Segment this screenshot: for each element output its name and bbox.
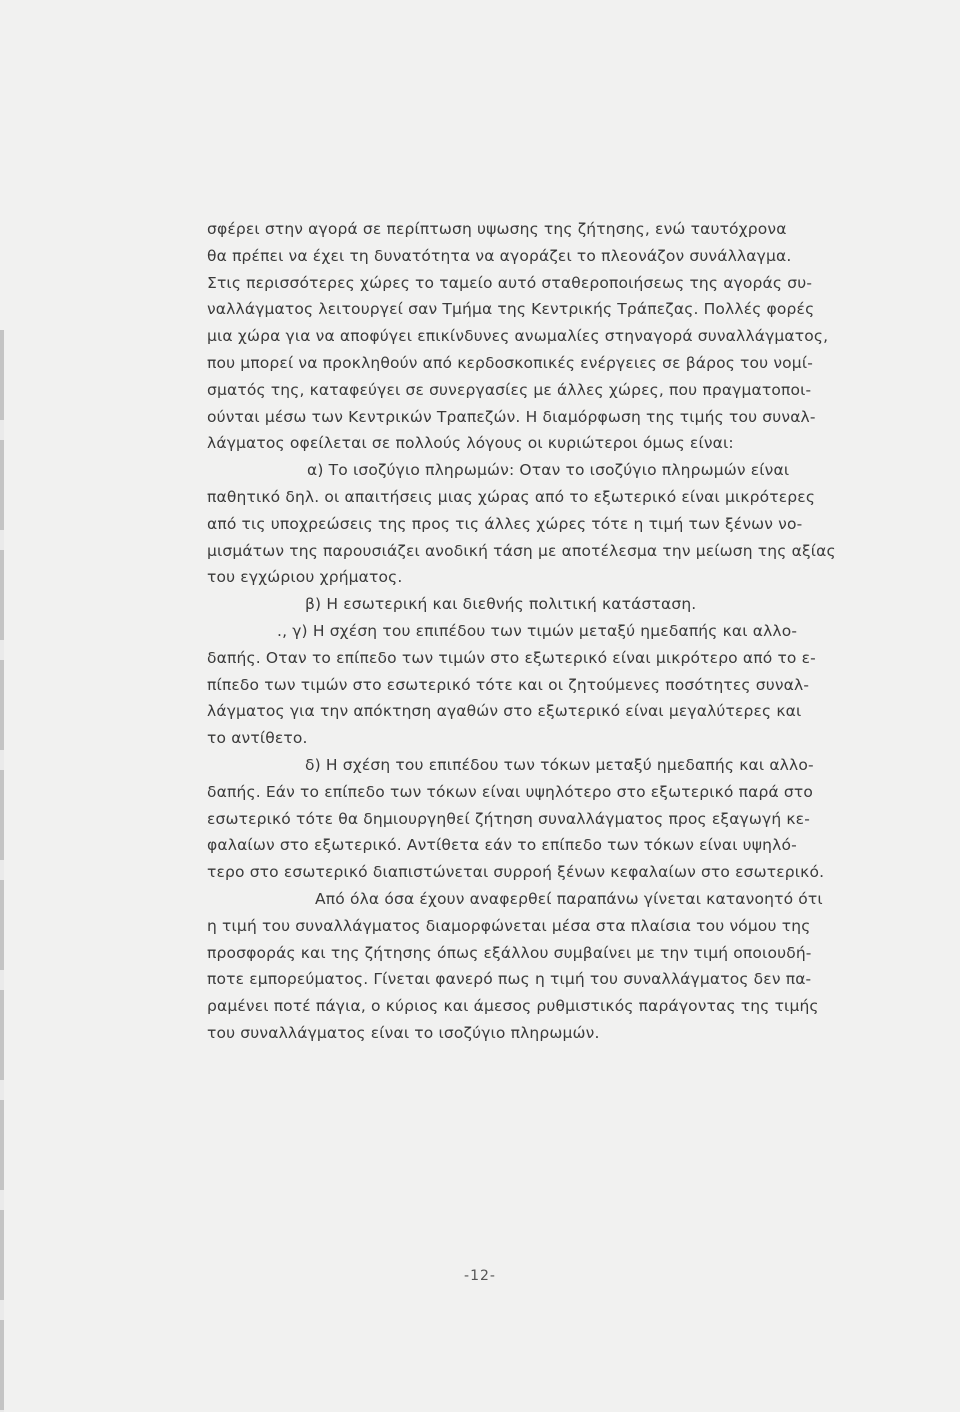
text-line: ούνται μέσω των Κεντρικών Τραπεζών. Η διαμόρφωση της τιμής του συναλ- xyxy=(207,407,816,426)
text-line: το αντίθετο. xyxy=(207,729,308,748)
text-line: σφέρει στην αγορά σε περίπτωση υψωσης της ζήτησης, ενώ ταυτόχρονα xyxy=(207,220,787,238)
text-line: του εγχώριου χρήματος. xyxy=(207,568,403,587)
text-line: παθητικό δηλ. οι απαιτήσεις μιας χώρας από το εξωτερικό είναι μικρότερες xyxy=(207,487,816,506)
list-item-heading-a: α) Το ισοζύγιο πληρωμών: Οταν το ισοζύγιο πληρωμών είναι xyxy=(307,461,790,480)
text-line: η τιμή του συναλλάγματος διαμορφώνεται μέσα στα πλαίσια του νόμου της xyxy=(207,916,811,935)
scanned-page-edge xyxy=(0,330,4,1412)
list-item-heading-b: β) Η εσωτερική και διεθνής πολιτική κατάσταση. xyxy=(305,595,697,614)
text-line: πίπεδο των τιμών στο εσωτερικό τότε και οι ζητούμενες ποσότητες συναλ- xyxy=(207,675,810,694)
text-line: ποτε εμπορεύματος. Γίνεται φανερό πως η τιμή του συναλλάγματος δεν πα- xyxy=(207,970,812,989)
text-line: από τις υποχρεώσεις της προς τις άλλες χώρες τότε η τιμή των ξένων νο- xyxy=(207,514,803,533)
body-text xyxy=(207,216,887,1047)
page-number: -12- xyxy=(464,1268,496,1284)
text-line: μισμάτων της παρουσιάζει ανοδική τάση με αποτέλεσμα την μείωση της αξίας xyxy=(207,541,836,560)
text-line: μια χώρα για να αποφύγει επικίνδυνες ανωμαλίες στηναγορά συναλλάγματος, xyxy=(207,327,829,346)
text-line: εσωτερικό τότε θα δημιουργηθεί ζήτηση συναλλάγματος προς εξαγωγή κε- xyxy=(207,809,810,828)
list-item-heading-d: δ) Η σχέση του επιπέδου των τόκων μεταξύ ημεδαπής και αλλο- xyxy=(305,755,814,774)
text-line: λάγματος οφείλεται σε πολλούς λόγους οι κυριώτεροι όμως είναι: xyxy=(207,434,734,453)
text-line: ραμένει ποτέ πάγια, ο κύριος και άμεσος ρυθμιστικός παράγοντας της τιμής xyxy=(207,997,819,1016)
paragraph-start: Από όλα όσα έχουν αναφερθεί παραπάνω γίνεται κατανοητό ότι xyxy=(315,889,823,908)
text-line: σματός της, καταφεύγει σε συνεργασίες με άλλες χώρες, που πραγματοποι- xyxy=(207,380,812,399)
text-line: δαπής. Οταν το επίπεδο των τιμών στο εξωτερικό είναι μικρότερο από το ε- xyxy=(207,648,816,667)
text-line: δαπής. Εάν το επίπεδο των τόκων είναι υψηλότερο στο εξωτερικό παρά στο xyxy=(207,782,813,801)
list-item-heading-c: ., γ) Η σχέση του επιπέδου των τιμών μεταξύ ημεδαπής και αλλο- xyxy=(277,621,798,640)
text-line: του συναλλάγματος είναι το ισοζύγιο πληρωμών. xyxy=(207,1023,600,1042)
text-line: ναλλάγματος λειτουργεί σαν Τμήμα της Κεντρικής Τράπεζας. Πολλές φορές xyxy=(207,300,815,319)
text-line: θα πρέπει να έχει τη δυνατότητα να αγοράζει το πλεονάζον συνάλλαγμα. xyxy=(207,246,792,265)
text-line: προσφοράς και της ζήτησης όπως εξάλλου συμβαίνει με την τιμή οποιουδή- xyxy=(207,943,812,962)
text-line: τερο στο εσωτερικό διαπιστώνεται συρροή ξένων κεφαλαίων στο εσωτερικό. xyxy=(207,863,825,882)
text-line: λάγματος για την απόκτηση αγαθών στο εξωτερικό είναι μεγαλύτερες και xyxy=(207,702,802,721)
text-line: που μπορεί να προκληθούν από κερδοσκοπικές ενέργειες σε βάρος του νομί- xyxy=(207,353,813,372)
text-line: φαλαίων στο εξωτερικό. Αντίθετα εάν το επίπεδο των τόκων είναι υψηλό- xyxy=(207,836,797,855)
text-line: Στις περισσότερες χώρες το ταμείο αυτό σταθεροποιήσεως της αγοράς συ- xyxy=(207,273,813,292)
